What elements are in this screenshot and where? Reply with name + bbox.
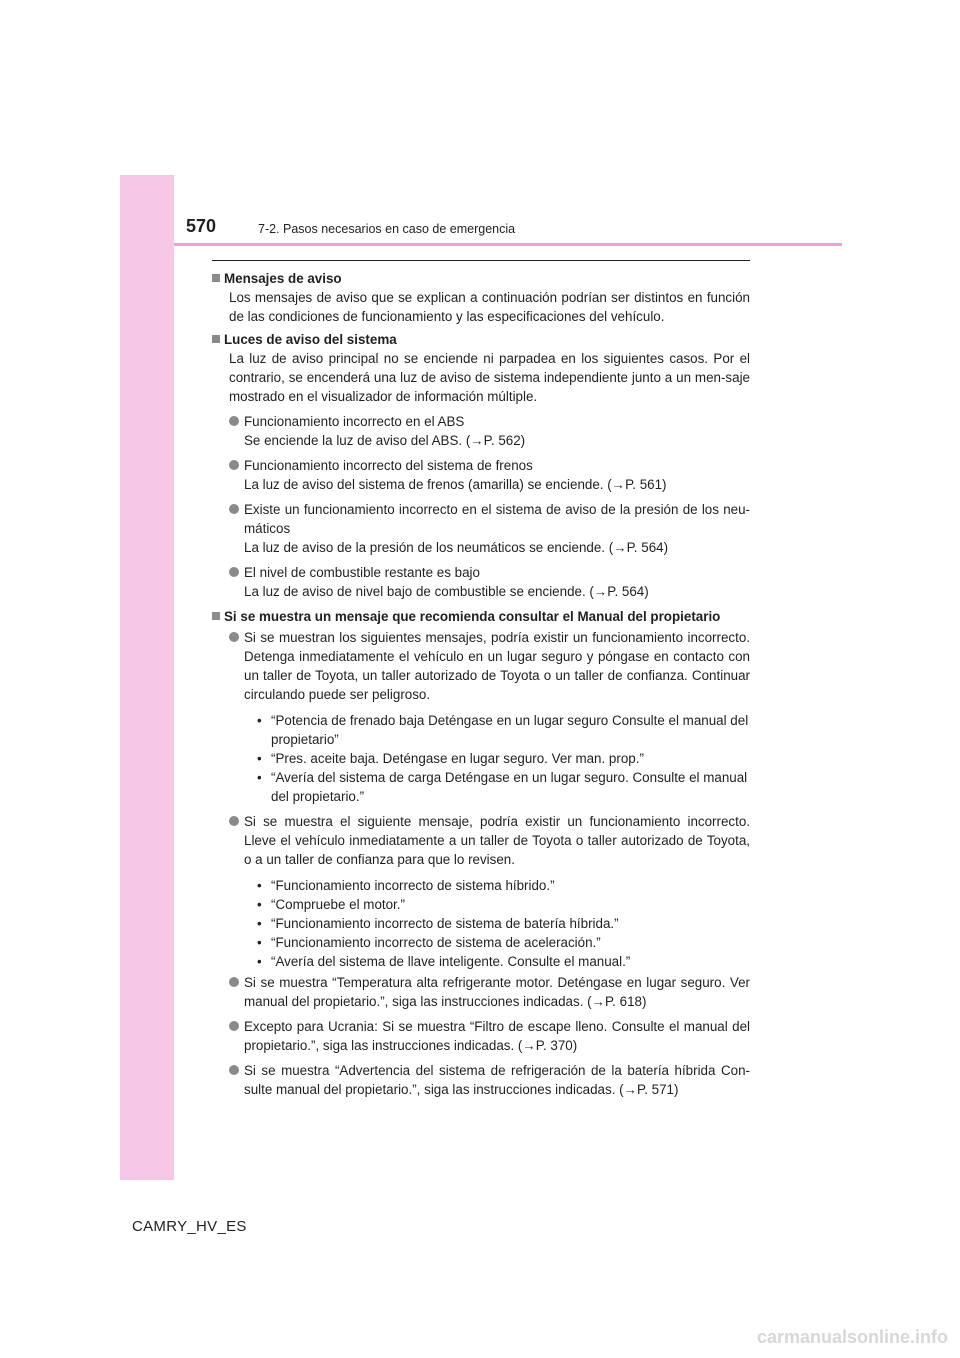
item-text: La luz de aviso de la presión de los neumáticos se enciende. (→P. 564) bbox=[244, 540, 669, 555]
heading-text: Mensajes de aviso bbox=[224, 271, 342, 286]
list-item bbox=[229, 456, 750, 494]
item-title: Existe un funcionamiento incorrecto en el sistema de aviso de la presión de los neu-máticos bbox=[244, 502, 750, 536]
section-heading bbox=[212, 330, 750, 349]
section-title: 7-2. Pasos necesarios en caso de emergencia bbox=[258, 222, 516, 236]
list-item bbox=[229, 1017, 750, 1055]
item-text: La luz de aviso del sistema de frenos (amarilla) se enciende. (→P. 561) bbox=[244, 477, 667, 492]
list-item bbox=[229, 973, 750, 1011]
list-item bbox=[229, 628, 750, 704]
item-text: Si se muestra “Temperatura alta refrigerante motor. Deténgase en lugar seguro. Ver manual del propietario.”, siga las instrucciones indicadas. (→P. 618) bbox=[244, 975, 750, 1009]
message-text: “Potencia de frenado baja Deténgase en un lugar seguro Consulte el manual del propietario” bbox=[271, 713, 749, 747]
circle-bullet-icon bbox=[229, 1065, 239, 1075]
item-text: Si se muestran los siguientes mensajes, podría existir un funcionamiento incorrecto. Detenga inmediatamente el vehículo en un lugar seguro y póngase en contacto con un taller de Toyota, un taller autorizado de Toyota o un taller de confianza. Continuar circulando puede ser peligroso. bbox=[244, 630, 750, 702]
paragraph: La luz de aviso principal no se enciende ni parpadea en los siguientes casos. Por el contrario, se encenderá una luz de aviso de sistema independiente junto a un men-saje mostrado en el visualizador de información múltiple. bbox=[229, 351, 750, 404]
footer-model-code: CAMRY_HV_ES bbox=[132, 1218, 247, 1235]
message-item: • “Avería del sistema de carga Deténgase en un lugar seguro. Consulte el manual del propietario.” bbox=[261, 768, 750, 806]
message-item: • “Pres. aceite baja. Deténgase en lugar seguro. Ver man. prop.” bbox=[261, 749, 750, 768]
message-text: “Funcionamiento incorrecto de sistema de aceleración.” bbox=[271, 935, 601, 950]
paragraph: Los mensajes de aviso que se explican a continuación podrían ser distintos en función de las condiciones de funcionamiento y las especificaciones del vehículo. bbox=[229, 290, 750, 324]
message-item: • “Potencia de frenado baja Deténgase en un lugar seguro Consulte el manual del propietario” bbox=[257, 713, 749, 747]
circle-bullet-icon bbox=[229, 977, 239, 987]
item-text: La luz de aviso de nivel bajo de combustible se enciende. (→P. 564) bbox=[244, 584, 649, 599]
item-title: Funcionamiento incorrecto del sistema de frenos bbox=[244, 458, 533, 473]
item-title: El nivel de combustible restante es bajo bbox=[244, 565, 480, 580]
list-item bbox=[229, 1061, 750, 1099]
circle-bullet-icon bbox=[229, 416, 239, 426]
message-text: “Compruebe el motor.” bbox=[271, 897, 405, 912]
message-item: • “Avería del sistema de llave inteligente. Consulte el manual.” bbox=[261, 952, 750, 971]
message-text: “Pres. aceite baja. Deténgase en lugar seguro. Ver man. prop.” bbox=[271, 751, 644, 766]
list-item bbox=[229, 563, 750, 601]
item-text: Si se muestra “Advertencia del sistema de refrigeración de la batería híbrida Con-sulte manual del propietario.”, siga las instrucciones indicadas. (→P. 571) bbox=[244, 1063, 750, 1097]
item-text: Se enciende la luz de aviso del ABS. (→P. 562) bbox=[244, 433, 526, 448]
list-item bbox=[229, 812, 750, 869]
circle-bullet-icon bbox=[229, 460, 239, 470]
chapter-side-band bbox=[120, 175, 174, 1180]
list-block bbox=[229, 628, 750, 1099]
section-heading bbox=[212, 607, 750, 626]
watermark: carmanualsonline.info bbox=[756, 1327, 948, 1347]
item-title: Funcionamiento incorrecto en el ABS bbox=[244, 414, 465, 429]
heading-text: Luces de aviso del sistema bbox=[224, 332, 397, 347]
circle-bullet-icon bbox=[229, 816, 239, 826]
page-number: 570 bbox=[186, 216, 217, 236]
list-item bbox=[229, 412, 750, 450]
square-bullet-icon bbox=[212, 612, 220, 620]
message-text: “Avería del sistema de carga Deténgase en un lugar seguro. Consulte el manual del propietario.” bbox=[271, 770, 748, 804]
message-text: “Funcionamiento incorrecto de sistema de batería híbrida.” bbox=[271, 916, 619, 931]
message-item: • “Funcionamiento incorrecto de sistema de batería híbrida.” bbox=[261, 914, 750, 933]
circle-bullet-icon bbox=[229, 1021, 239, 1031]
message-item: • “Compruebe el motor.” bbox=[261, 895, 750, 914]
square-bullet-icon bbox=[212, 274, 220, 282]
item-text: Si se muestra el siguiente mensaje, podría existir un funcionamiento incorrecto. Lleve el vehículo inmediatamente a un taller de Toyota o taller autorizado de Toyota, o a un taller de confianza para que lo revisen. bbox=[244, 814, 750, 867]
list-item bbox=[229, 500, 750, 557]
message-list bbox=[257, 876, 750, 971]
heading-text: Si se muestra un mensaje que recomienda consultar el Manual del propietario bbox=[224, 609, 721, 624]
circle-bullet-icon bbox=[229, 504, 239, 514]
item-text: Excepto para Ucrania: Si se muestra “Filtro de escape lleno. Consulte el manual del propietario.”, siga las instrucciones indicadas. (→P. 370) bbox=[244, 1019, 750, 1053]
message-list bbox=[257, 711, 750, 806]
list-block bbox=[229, 412, 750, 601]
page-content bbox=[212, 266, 750, 1099]
header-rule bbox=[174, 243, 842, 246]
message-text: “Avería del sistema de llave inteligente. Consulte el manual.” bbox=[271, 954, 631, 969]
section-heading bbox=[212, 269, 750, 288]
circle-bullet-icon bbox=[229, 632, 239, 642]
circle-bullet-icon bbox=[229, 567, 239, 577]
message-text: “Funcionamiento incorrecto de sistema híbrido.” bbox=[271, 878, 555, 893]
square-bullet-icon bbox=[212, 335, 220, 343]
message-item: • “Funcionamiento incorrecto de sistema de aceleración.” bbox=[261, 933, 750, 952]
content-top-rule bbox=[212, 260, 750, 261]
message-item: • “Funcionamiento incorrecto de sistema híbrido.” bbox=[261, 876, 750, 895]
